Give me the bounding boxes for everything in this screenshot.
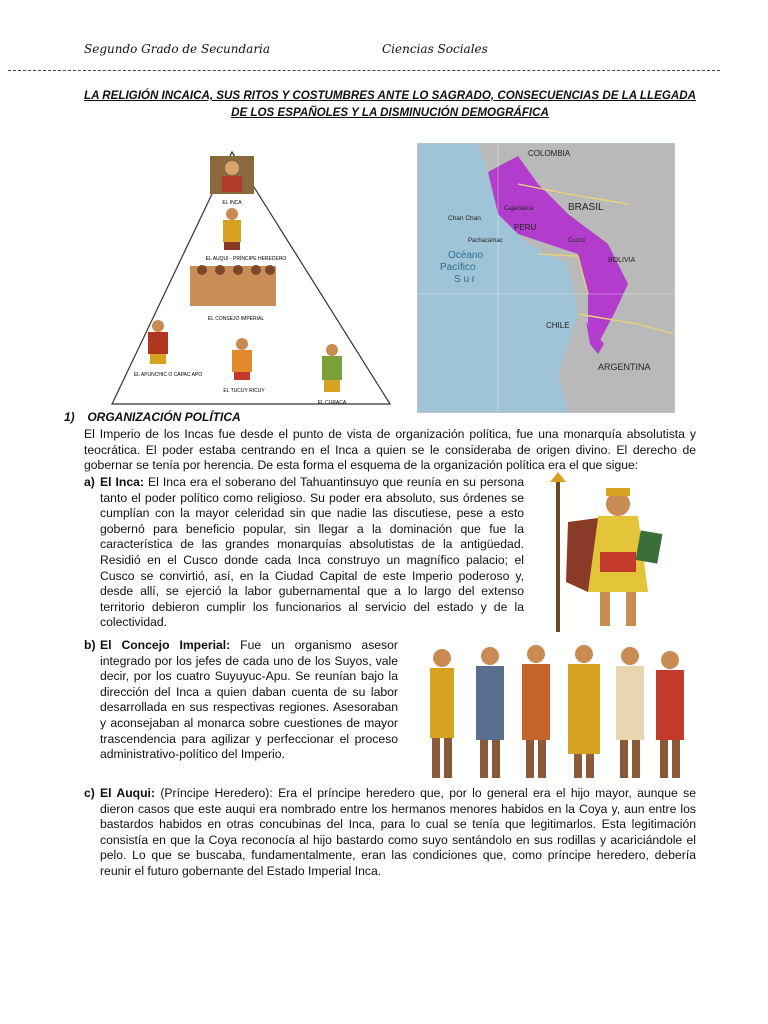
map-ocean-line-2: Pacífico — [440, 262, 476, 273]
map-label-colombia: COLOMBIA — [528, 149, 571, 158]
map-label-chanchan: Chan Chan — [448, 215, 481, 222]
pyramid-label-apunchic: EL APUNCHIC O CÁPAC APO — [133, 372, 203, 378]
item-b-paragraph — [100, 638, 398, 763]
map-label-chile: CHILE — [546, 321, 570, 330]
political-pyramid-figure — [110, 148, 392, 408]
item-a-term: El Inca: — [100, 475, 144, 489]
map-label-peru: PERU — [514, 223, 537, 232]
title-line-1: LA RELIGIÓN INCAICA, SUS RITOS Y COSTUMBRES ANTE LO SAGRADO, CONSECUENCIAS DE LA LLEGADA — [84, 89, 696, 102]
title-line-2: DE LOS ESPAÑOLES Y LA DISMINUCIÓN DEMOGRÁFICA — [231, 106, 549, 119]
map-label-argentina: ARGENTINA — [598, 362, 651, 372]
map-label-bolivia: BOLIVIA — [608, 257, 636, 264]
inca-illustration — [538, 472, 688, 632]
header-subject: Ciencias Sociales — [382, 42, 488, 56]
section-heading — [64, 410, 241, 424]
section-number: 1) — [64, 410, 75, 424]
figure-auqui — [223, 208, 241, 250]
consejo-illustration — [418, 636, 692, 786]
figure-tucuy — [232, 338, 252, 380]
figure-curaca — [322, 344, 342, 392]
inca-empire-map — [417, 143, 675, 413]
item-a-paragraph — [100, 475, 524, 631]
pyramid-label-tucuy: EL TUCUY RICUY — [223, 388, 265, 394]
header-grade: Segundo Grado de Secundaria — [84, 42, 271, 56]
item-c-marker: c) — [84, 786, 95, 800]
section-title-text: ORGANIZACIÓN POLÍTICA — [87, 410, 241, 424]
item-b-marker: b) — [84, 638, 96, 652]
item-a-text: El Inca era el soberano del Tahuantinsuyo que reunía en su persona tanto el poder político como religioso. Su poder era absoluto, sus órdenes se cumplían con la mayor celeridad sin que nadie las discutiese, pese a esto gobernó para beneficio popular, sin llegar a la dominación que fue la característica de las grandes monarquías absolutistas de la antigüedad. Residió en el Cusco donde cada Inca construyo un magnífico palacio; el Cusco se convirtió, así, en la Ciudad Capital de este Imperio poderoso y, desde allí, se ejerció la labor gubernamental que a lo largo del extenso territorio debieron cumplir los funcionarios al servicio del estado y de la colectividad. — [100, 475, 524, 630]
pyramid-label-inca: EL INCA — [222, 200, 242, 206]
item-c-text: (Príncipe Heredero): Era el príncipe heredero que, por lo general era el hijo mayor, aunque se dieron casos que este auqui era nombrado entre los hermanos menores habidos en la Coya y, aun entre los bastardos habidos en otras concubinas del Inca, para lo cual se tenía que legitimarlos. Esta legitimación consistía en que la Coya reconocía al hijo bastardo como suyo sentándolo en sus rodillas y acariciándole el pelo. Lo que se buscaba, fundamentalmente, eran las condiciones que, como príncipe heredero, debería reunir el futuro gobernante del Estado Imperial Inca. — [100, 786, 696, 878]
map-label-pachacamac: Pachacámac — [468, 238, 503, 244]
item-b-text: Fue un organismo asesor integrado por los jefes de cada uno de los Suyos, vale decir, por los cuatro Suyuyuc-Apu. Se reunían bajo la dirección del Inca a quien daban cuenta de su labor desarrollada en sus respectivas regiones. Asesoraban y aconsejaban al monarca sobre cuestiones de mayor trascendencia para agilizar y perfeccionar el proceso administrativo-político del Imperio. — [100, 638, 398, 762]
pyramid-label-consejo: EL CONSEJO IMPERIAL — [207, 316, 265, 322]
map-ocean-line-1: Océano — [448, 250, 484, 261]
map-label-brasil: BRASIL — [568, 202, 604, 213]
page-title — [70, 87, 710, 121]
figure-inca-top — [210, 156, 254, 194]
figure-consejo — [190, 265, 276, 306]
pyramid-label-curaca: EL CURACA — [317, 400, 347, 406]
map-label-cuzco: Cuzco — [568, 238, 586, 244]
figure-apunchic — [148, 320, 168, 364]
map-label-cajamarca: Cajamarca — [504, 206, 534, 212]
map-ocean-line-3: S u r — [454, 274, 476, 285]
header-divider — [8, 70, 720, 71]
item-b-term: El Concejo Imperial: — [100, 638, 231, 652]
item-c-paragraph — [100, 786, 696, 880]
item-a-marker: a) — [84, 475, 95, 489]
item-c-term: El Auqui: — [100, 786, 155, 800]
section-intro: El Imperio de los Incas fue desde el punto de vista de organización política, fue una monarquía absolutista y teocrática. El poder estaba centrando en el Inca a quien se le consideraba de origen divino. El derecho de gobernar se tenía por herencia. De esta forma el esquema de la organización política era el que sigue: — [84, 427, 696, 473]
pyramid-label-auqui: EL AUQUI - PRÍNCIPE HEREDERO — [205, 256, 287, 262]
